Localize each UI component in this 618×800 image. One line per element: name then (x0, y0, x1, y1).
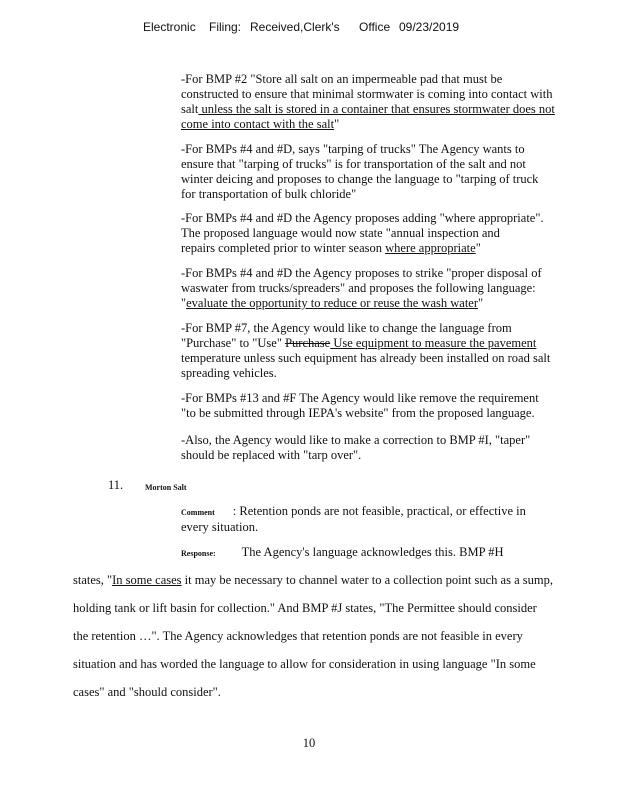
text-line: situation and has worded the language to allow for consideration in using language "In some (73, 657, 536, 671)
comment-label: Comment (181, 508, 215, 517)
header-received: Received,Clerk's (250, 20, 340, 34)
text-line: constructed to ensure that minimal stormwater is coming into contact with (181, 87, 553, 101)
text-line: "to be submitted through IEPA's website" from the proposed language. (181, 406, 535, 420)
text-span: " (478, 296, 484, 310)
text-line (181, 241, 591, 256)
text-line (181, 102, 591, 117)
underlined-insertion: come into contact with the salt (181, 117, 335, 131)
response-start (181, 545, 591, 561)
text-line: every situation. (181, 520, 259, 534)
text-line: for transportation of bulk chloride" (181, 187, 357, 201)
text-line: spreading vehicles. (181, 366, 277, 380)
text-line (181, 336, 591, 351)
text-line (73, 573, 593, 588)
correction-paragraph (181, 433, 591, 463)
underlined-insertion: where appropriate (385, 241, 476, 255)
item-number: 11. (108, 478, 124, 492)
text-line: -For BMP #7, the Agency would like to change the language from (181, 321, 512, 335)
text-span: repairs completed prior to winter season (181, 241, 386, 255)
text-line: ensure that "tarping of trucks" is for transportation of the salt and not (181, 157, 526, 171)
header-office: Office (359, 20, 391, 34)
underlined-insertion: In some cases (112, 573, 182, 587)
text-span: " (334, 117, 340, 131)
bmp13-paragraph (181, 391, 591, 421)
text-line: cases" and "should consider". (73, 685, 221, 699)
text-line: holding tank or lift basin for collection." And BMP #J states, "The Permittee should consider (73, 601, 537, 615)
bmp4d-wastewater-paragraph (181, 266, 591, 311)
text-span: " (475, 241, 481, 255)
text-line (181, 296, 591, 311)
response-label: Response: (181, 549, 216, 558)
text-line (181, 117, 591, 132)
text-line: should be replaced with "tarp over". (181, 448, 362, 462)
text-line: -For BMPs #4 and #D the Agency proposes to strike "proper disposal of (181, 266, 542, 280)
header-filing: Filing: (209, 20, 242, 34)
header-date: 09/23/2019 (399, 20, 460, 34)
response-text: The Agency's language acknowledges this. BMP #H (241, 545, 504, 559)
text-line: -For BMP #2 "Store all salt on an impermeable pad that must be (181, 72, 503, 86)
item-title: Morton Salt (145, 483, 187, 492)
text-line: waswater from trucks/spreaders" and proposes the following language: (181, 281, 536, 295)
text-line (181, 545, 591, 561)
page-number: 10 (302, 736, 316, 750)
text-line: -For BMPs #4 and #D, says "tarping of trucks" The Agency wants to (181, 142, 525, 156)
text-line: -For BMPs #13 and #F The Agency would like remove the requirement (181, 391, 539, 405)
text-line: temperature unless such equipment has already been installed on road salt (181, 351, 551, 365)
underlined-insertion: Use equipment to measure the pavement (330, 336, 537, 350)
text-span: "Purchase" to "Use" (181, 336, 286, 350)
text-line: The proposed language would now state "annual inspection and (181, 226, 500, 240)
bmp4d-appropriate-paragraph (181, 211, 591, 256)
text-span: " (181, 296, 187, 310)
text-span: states, " (73, 573, 113, 587)
text-line: -For BMPs #4 and #D the Agency proposes adding "where appropriate". (181, 211, 544, 225)
bmp2-paragraph (181, 72, 591, 132)
header-electronic: Electronic (143, 20, 196, 34)
text-span: salt (181, 102, 199, 116)
text-line (181, 504, 591, 520)
struck-deletion: Purchase (285, 336, 331, 350)
text-line: -Also, the Agency would like to make a correction to BMP #I, "taper" (181, 433, 531, 447)
text-line: the retention …". The Agency acknowledges that retention ponds are not feasible in every (73, 629, 523, 643)
underlined-insertion: unless the salt is stored in a container that ensures stormwater does not (198, 102, 555, 116)
bmp4d-tarping-paragraph (181, 142, 591, 202)
text-line: winter deicing and proposes to change the language to "tarping of truck (181, 172, 539, 186)
comment-text: : Retention ponds are not feasible, practical, or effective in (232, 504, 526, 518)
bmp7-paragraph (181, 321, 591, 381)
underlined-insertion: evaluate the opportunity to reduce or reuse the wash water (186, 296, 479, 310)
comment-block (181, 504, 591, 535)
text-span: it may be necessary to channel water to a collection point such as a sump, (181, 573, 553, 587)
